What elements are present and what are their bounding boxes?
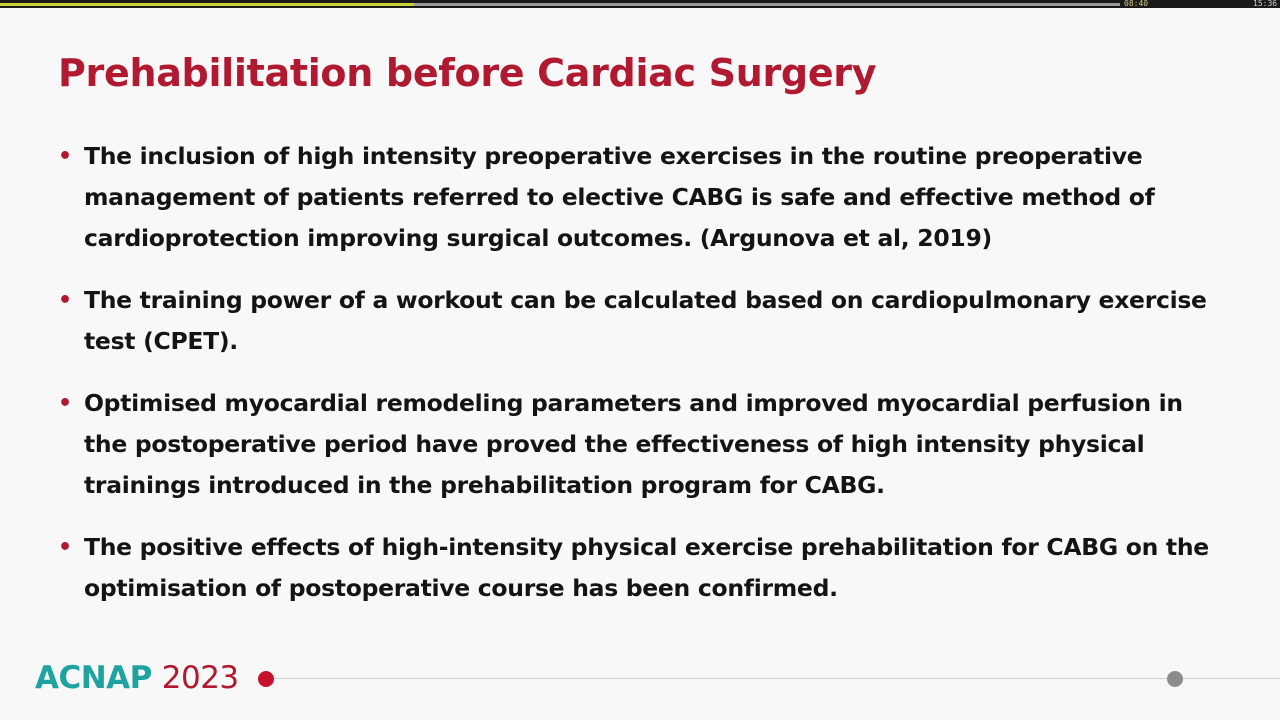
bullet-icon: •: [58, 144, 72, 169]
footer-divider: [266, 678, 1280, 679]
elapsed-time: 08:40: [1124, 0, 1149, 8]
bullet-text: The positive effects of high-intensity physical exercise prehabilitation for CABG on the optimisation of postoperative course has been confirmed.: [84, 533, 1209, 602]
conference-logo: [35, 657, 239, 699]
logo-brand: ACNAP: [35, 660, 152, 696]
bullet-text: The inclusion of high intensity preoperative exercises in the routine preoperative management of patients referred to elective CABG is safe and effective method of cardioprotection improving surgical outcomes. (Argunova et al, 2019): [84, 142, 1155, 252]
logo-year: 2023: [161, 660, 239, 696]
bullet-item: [58, 136, 1228, 259]
bullet-text: Optimised myocardial remodeling parameters and improved myocardial perfusion in the postoperative period have proved the effectiveness of high intensity physical trainings introduced in the prehabilitation program for CABG.: [84, 389, 1183, 499]
bullet-item: [58, 527, 1228, 609]
bullet-icon: •: [58, 391, 72, 416]
bullet-icon: •: [58, 288, 72, 313]
bullet-list: [58, 136, 1228, 630]
bullet-item: [58, 383, 1228, 506]
slide-title: Prehabilitation before Cardiac Surgery: [58, 51, 877, 95]
footer-grey-dot-icon: [1167, 671, 1183, 687]
total-time: 15:36: [1253, 0, 1278, 8]
bullet-icon: •: [58, 535, 72, 560]
progress-remaining: [414, 3, 1120, 6]
footer-red-dot-icon: [258, 671, 274, 687]
progress-fill: [0, 3, 414, 6]
bullet-item: [58, 280, 1228, 362]
video-progress-bar[interactable]: [0, 0, 1280, 8]
bullet-text: The training power of a workout can be calculated based on cardiopulmonary exercise test (CPET).: [84, 286, 1207, 355]
